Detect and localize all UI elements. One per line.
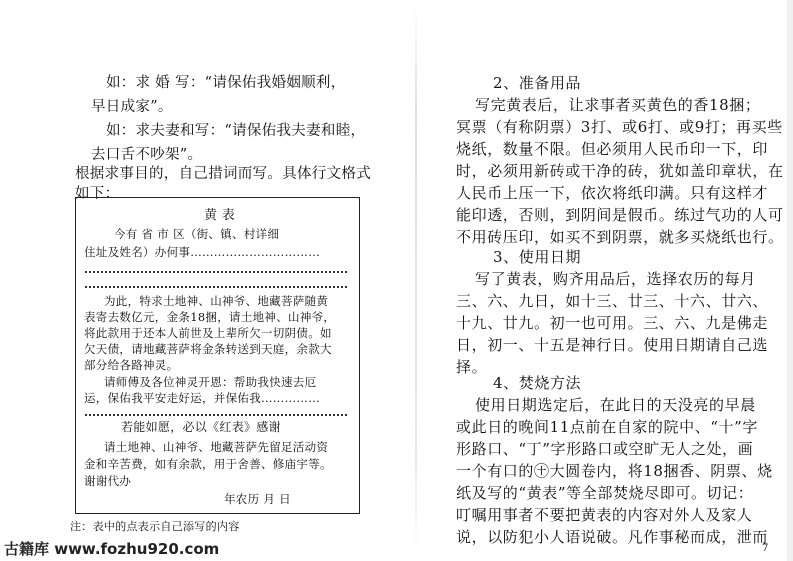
- text-line: 不用砖压印，如买不到阴票，就多买烧纸也行。: [456, 228, 784, 246]
- text-line: 写了黄表，购齐用品后，选择农历的每月: [475, 270, 756, 288]
- book-gutter: [415, 0, 417, 561]
- page-edge: [787, 0, 793, 561]
- fill-in-dots: [85, 286, 347, 288]
- text-line: 纸及写的“黄表”等全部焚烧尽即可。切记：: [456, 484, 754, 502]
- text-line: 能印透，否则，到阴间是假币。练过气功的人可: [456, 206, 784, 224]
- text-line: 说，以防犯小人语说破。凡作事秘而成，泄而: [456, 528, 769, 546]
- text-line: 去口舌不吵架”。: [91, 147, 203, 163]
- fill-in-dots: [85, 414, 347, 416]
- text-line: 如：求夫妻和写：“请保佑我夫妻和睦，: [106, 123, 366, 139]
- text-line: 日，初一、十五是神行日。使用日期请自己选: [456, 336, 769, 354]
- form-intro: 住址及姓名）办何事……………………………: [84, 245, 320, 259]
- text-line: 写完黄表后，让求事者买黄色的香18捆；: [475, 96, 761, 114]
- text-line: 使用日期选定后，在此日的天没亮的早晨: [475, 396, 756, 414]
- watermark: 古籍库 www.fozhu920.com: [4, 540, 220, 558]
- form-vow: 若能如愿，必以《红表》感谢: [121, 420, 281, 434]
- footnote: 注：表中的点表示自己添写的内容: [70, 520, 240, 533]
- text-line: 人民币上压一下，依次将纸印满。只有这样才: [456, 184, 769, 202]
- form-date-line: 年农历 月 日: [224, 492, 291, 506]
- text-line: 烧纸，数量不限。但必须用人民币印一下，印: [456, 140, 769, 158]
- text-line: 择。: [456, 358, 488, 376]
- text-line: 早日成家”。: [91, 99, 173, 115]
- yellow-form-box: [75, 197, 360, 514]
- form-title: 黄 表: [204, 208, 236, 223]
- text-line: 或此日的晚间11点前在自家的院中、“十”字: [456, 418, 759, 436]
- text-line: 一个有口的㊉大圆卷内，将18捆香、阴票、烧: [456, 462, 773, 480]
- form-closing-line: 请土地神、山神爷、地藏菩萨先留足活动资: [104, 440, 329, 454]
- form-closing-line: 谢谢代办: [84, 474, 132, 488]
- section-heading: 3、使用日期: [493, 248, 582, 266]
- text-line: 如下：: [75, 186, 120, 202]
- form-body-line: 运，保佑我平安走好运，并保佑我……………: [84, 391, 320, 405]
- page-number: 7: [762, 543, 769, 554]
- form-body-line: 表寄去数亿元，金条18捆，请土地神、山神爷，: [84, 310, 336, 324]
- form-body-line: 欠天债，请地藏菩萨将金条转送到天庭，余款大: [84, 342, 332, 356]
- text-line: 三、六、九日，如十三、廿三、十六、廿六、: [456, 292, 769, 310]
- text-line: 如：求 婚 写：“请保佑我婚姻顺利，: [106, 75, 346, 91]
- text-line: 形路口、“丁”字形路口或空旷无人之处，画: [456, 440, 754, 458]
- form-closing-line: 金和辛苦费，如有余款，用于舍善、修庙宇等。: [84, 457, 332, 471]
- form-intro: 今有 省 市 区（街、镇、村详细: [114, 227, 280, 241]
- form-body-line: 为此，特求土地神、山神爷、地藏菩萨随黄: [104, 294, 329, 308]
- form-body-line: 部分给各路神灵。: [84, 358, 179, 372]
- section-heading: 2、准备用品: [493, 74, 582, 92]
- text-line: 叮嘱用事者不要把黄表的内容对外人及家人: [456, 506, 753, 524]
- text-line: 时，必须用新砖或干净的砖，犹如盖印章状，在: [456, 162, 784, 180]
- text-line: 冥票（有称阴票）3打、或6打、或9打；再买些: [456, 118, 783, 136]
- text-line: 根据求事目的，自己措词而写。具体行文格式: [75, 166, 371, 182]
- fill-in-dots: [85, 271, 347, 273]
- text-line: 十九、廿九。初一也可用。三、六、九是佛走: [456, 314, 769, 332]
- form-body-line: 将此款用于还本人前世及上辈所欠一切阴债。如: [84, 326, 332, 340]
- section-heading: 4、焚烧方法: [493, 374, 582, 392]
- form-body-line: 请师傅及各位神灵开恩：帮助我快速去厄: [104, 375, 317, 389]
